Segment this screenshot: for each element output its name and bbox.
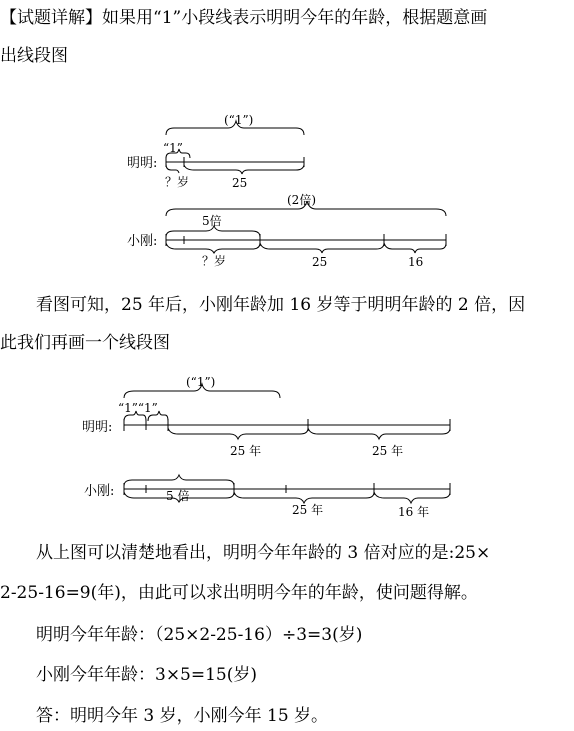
brace-mm-q <box>166 164 179 173</box>
d1-mm-small-label: “1” <box>163 141 183 155</box>
d1-mm-25-label: 25 <box>232 176 248 190</box>
answer-xiaogang: 小刚今年年龄：3×5=15(岁) <box>36 665 258 685</box>
d1-xg-25-label: 25 <box>312 255 328 269</box>
diagram-1 <box>166 121 446 253</box>
d1-five-times-label: 5倍 <box>202 214 222 228</box>
d2-xiaogang-label: 小刚: <box>84 484 115 499</box>
brace-five-times-2 <box>124 475 234 486</box>
answer-final: 答：明明今年 3 岁，小刚今年 15 岁。 <box>36 706 329 726</box>
brace-mm2-25b <box>308 428 450 439</box>
diagram-1-text <box>127 113 423 269</box>
intro-line-2: 出线段图 <box>0 46 68 66</box>
brace-mm2-25a <box>168 428 308 439</box>
d1-two-times-label: (2倍) <box>287 193 316 207</box>
brace-xg-q <box>166 243 260 253</box>
d1-xiaogang-label: 小刚: <box>127 234 158 249</box>
answer-mingming: 明明今年年龄：（25×2-25-16）÷3=3(岁) <box>36 625 363 645</box>
d1-top-label: (“1”) <box>224 113 254 127</box>
d2-xg-25-label: 25 年 <box>292 503 324 517</box>
d2-top-label: (“1”) <box>186 375 216 389</box>
d2-mm-small-label: “1”“1” <box>118 401 158 415</box>
diagram-2-text <box>82 375 429 519</box>
d2-mm-25b-label: 25 年 <box>372 444 404 458</box>
d2-mingming-label: 明明: <box>82 420 113 435</box>
intro-line-1: 【试题详解】如果用“1”小段线表示明明今年的年龄，根据题意画 <box>0 8 488 28</box>
para3-line-2: 2-25-16=9(年)，由此可以求出明明今年的年龄，使问题得解。 <box>0 583 478 603</box>
d1-mingming-label: 明明: <box>127 156 158 171</box>
d1-xg-16-label: 16 <box>408 255 424 269</box>
para2-line-1: 看图可知，25 年后，小刚年龄加 16 岁等于明明年龄的 2 倍，因 <box>36 295 526 315</box>
d2-xg-16-label: 16 年 <box>398 505 430 519</box>
para2-line-2: 此我们再画一个线段图 <box>0 333 170 353</box>
brace-xg2-25 <box>234 492 374 503</box>
d1-xg-q-label: ？岁 <box>202 254 227 268</box>
d2-five-times-label: 5 倍 <box>166 489 190 503</box>
para3-line-1: 从上图可以清楚地看出，明明今年年龄的 3 倍对应的是:25× <box>36 543 491 563</box>
brace-mm-25 <box>184 165 304 174</box>
d2-mm-25a-label: 25 年 <box>230 444 262 458</box>
brace-xg-25 <box>260 243 384 253</box>
d1-mm-q-label: ？岁 <box>165 175 190 189</box>
brace-xg-16 <box>384 243 446 253</box>
brace-xg2-16 <box>374 492 450 503</box>
